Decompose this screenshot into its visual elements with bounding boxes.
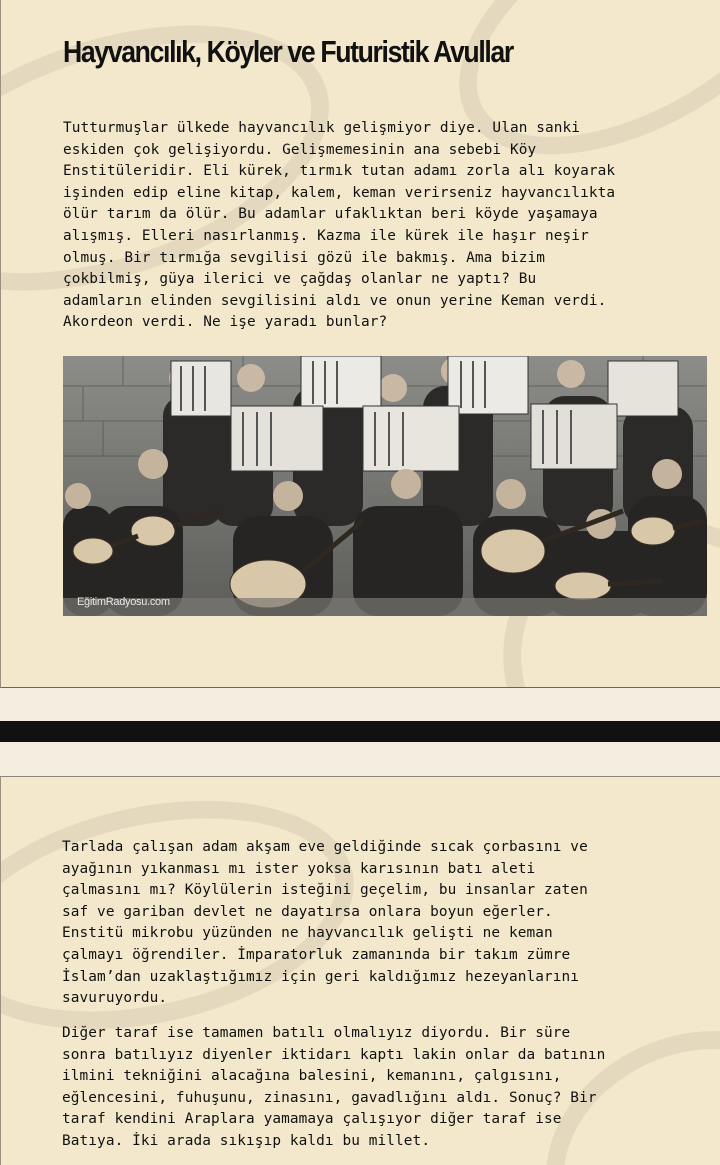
intro-paragraph: Tutturmuşlar ülkede hayvancılık gelişmiyor diye. Ulan sanki eskiden çok gelişiyordu. Gelişmemesinin ana sebebi Köy Enstitüleridir. Eli kürek, tırmık tutan adamı zorla alı koyarak işinden edip eline kitap, kalem, keman verirseniz hayvancılıkta ölür tarım da ölür. Bu adamlar ufaklıktan beri köyde yaşamaya alışmış. Elleri nasırlanmış. Kazma ile kürek ile haşır neşir olmuş. Bir tırmığa sevgilisi gözü ile bakmış. Ama bizim çokbilmiş, güya ilerici ve çağdaş olanlar ne yaptı? Bu adamların elinden sevgilisini aldı ve onun yerine Keman verdi. Akordeon verdi. Ne işe yaradı bunlar?: [63, 120, 616, 331]
photo-illustration: [63, 356, 707, 616]
photo-watermark: EğitimRadyosu.com: [77, 596, 170, 608]
body-paragraph-1: Tarlada çalışan adam akşam eve geldiğinde sıcak çorbasını ve ayağının yıkanması mı ister yoksa karısının batı aleti çalmasını mı? Köylülerin isteğini geçelim, bu insanlar zaten saf ve gariban devlet ne dayatırsa onlara boyun eğerler. Enstitü mikrobu yüzünden ne hayvancılık gelişti ne keman çalmayı öğrendiler. İmparatorluk zamanında bir takım zümre İslam’dan uzaklaştığımız için geri kaldığımız hezeyanlarını savuruyordu.: [62, 839, 588, 1007]
slide-gap: [0, 742, 720, 776]
slide-gap: [0, 688, 720, 721]
historical-photo: [63, 356, 707, 616]
slide-divider: [0, 721, 720, 742]
body-paragraph-2: Diğer taraf ise tamamen batılı olmalıyız diyordu. Bir süre sonra batılıyız diyenler iktidarı kaptı lakin onlar da batının ilmini tekniğini alacağına balesini, kemanını, çalgısını, eğlencesini, fuhuşunu, zinasını, gavadlığını aldı. Sonuç? Bir taraf kendini Araplara yamamaya çalışıyor diğer taraf ise Batıya. İki arada sıkışıp kaldı bu millet.: [62, 1025, 606, 1149]
page-title: Hayvancılık, Köyler ve Futuristik Avullar: [63, 34, 513, 69]
